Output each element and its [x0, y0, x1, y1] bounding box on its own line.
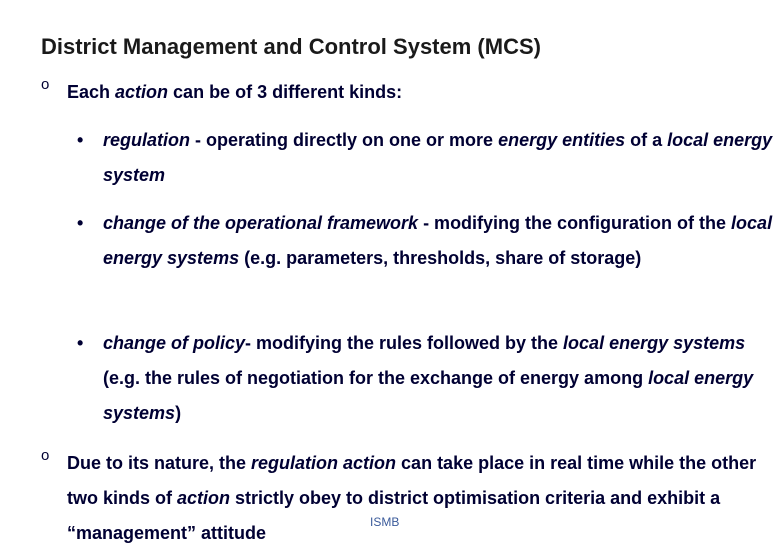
text-run: - modifying the rules followed by the [245, 333, 564, 353]
text-run-italic: change of policy [103, 333, 246, 353]
text-run: (e.g. parameters, thresholds, share of storage) [239, 248, 642, 268]
sub-bullet-policy [77, 326, 777, 431]
bullet-marker: • [77, 333, 84, 353]
text-run: can be of 3 different kinds: [168, 82, 403, 102]
text-run-italic: local energy systems [103, 213, 773, 268]
sub-bullet-operational-framework [77, 206, 777, 276]
bullet-text [67, 446, 771, 551]
text-run-italic: local energy systems [563, 333, 746, 353]
text-run: - modifying the configuration of the [418, 213, 732, 233]
text-run-italic: local energy systems [103, 368, 754, 423]
text-run-italic: change of the operational framework [103, 213, 419, 233]
text-run: Each [67, 82, 116, 102]
text-run-italic: local energy system [103, 130, 773, 185]
bullet-marker: • [77, 130, 84, 150]
text-run-italic: regulation action [251, 453, 397, 473]
text-run-italic: action [115, 82, 169, 102]
slide-title: District Management and Control System (MCS) [41, 34, 541, 59]
text-run-italic: energy entities [498, 130, 626, 150]
bullet-marker: • [77, 213, 84, 233]
sub-bullet-regulation [77, 123, 777, 193]
text-run-italic: regulation [103, 130, 191, 150]
bullet-text [103, 206, 777, 276]
text-run: ) [175, 403, 182, 423]
bullet-text [103, 123, 777, 193]
text-run: - operating directly on one or more [190, 130, 499, 150]
bullet-action-kinds [41, 75, 771, 110]
footer-ismb: ISMB [370, 515, 400, 529]
bullet-marker: o [41, 447, 50, 464]
text-run: (e.g. the rules of negotiation for the exchange of energy among [103, 368, 649, 388]
text-run-italic: action [177, 488, 231, 508]
text-run: strictly obey to district optimisation criteria and exhibit a “management” attitude [67, 488, 721, 543]
text-run: of a [625, 130, 668, 150]
bullet-regulation-nature [41, 446, 771, 551]
bullet-text [103, 326, 777, 431]
bullet-text [67, 75, 771, 110]
text-run: Due to its nature, the [67, 453, 252, 473]
text-run: can take place in real time while the other two kinds of [67, 453, 757, 508]
bullet-marker: o [41, 76, 50, 93]
